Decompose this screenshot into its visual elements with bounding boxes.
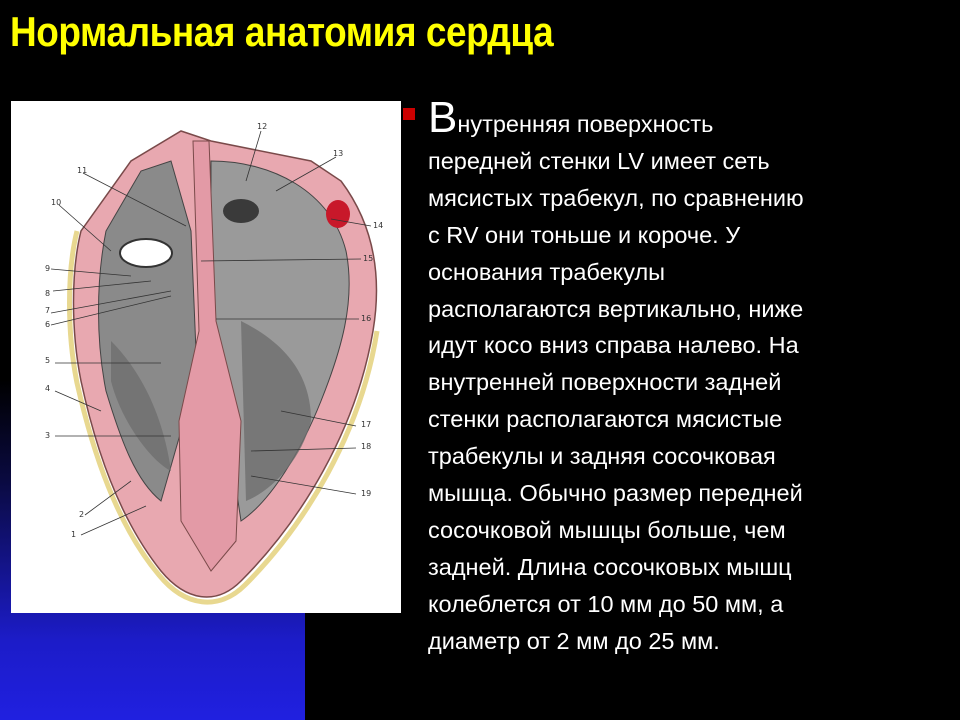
figure-label-11: 11: [77, 166, 88, 175]
body-line: сосочковой мышцы больше, чем: [428, 516, 786, 543]
figure-label-12: 12: [257, 122, 268, 131]
body-paragraph: [428, 93, 948, 660]
figure-label-1: 1: [71, 530, 77, 539]
body-line: передней стенки LV имеет сеть: [428, 147, 770, 174]
figure-label-18: 18: [361, 442, 372, 451]
figure-label-7: 7: [45, 306, 51, 315]
vessel-stub: [326, 200, 350, 228]
body-line: колеблется от 10 мм до 50 мм, а: [428, 590, 784, 617]
body-line-first: [428, 93, 948, 143]
drop-cap: В: [428, 93, 458, 142]
body-line: мясистых трабекул, по сравнению: [428, 184, 804, 211]
vein-opening: [223, 199, 259, 223]
body-line: с RV они тоньше и короче. У: [428, 221, 741, 248]
body-line: мышца. Обычно размер передней: [428, 480, 803, 507]
body-line: идут косо вниз справа налево. На: [428, 332, 799, 359]
first-line-rest: нутренняя поверхность: [457, 111, 714, 137]
body-line: основания трабекулы: [428, 258, 666, 285]
figure-label-2: 2: [79, 510, 85, 519]
figure-label-9: 9: [45, 264, 51, 273]
figure-label-13: 13: [333, 149, 344, 158]
body-line: располагаются вертикально, ниже: [428, 295, 804, 322]
figure-label-4: 4: [45, 384, 51, 393]
bullet-marker: [403, 108, 415, 120]
body-line: диаметр от 2 мм до 25 мм.: [428, 627, 720, 654]
body-line: задней. Длина сосочковых мышц: [428, 553, 792, 580]
figure-label-10: 10: [51, 198, 62, 207]
body-line: стенки располагаются мясистые: [428, 406, 783, 433]
heart-anatomy-illustration: [11, 101, 401, 613]
body-line: трабекулы и задняя сосочковая: [428, 443, 776, 470]
body-line: внутренней поверхности задней: [428, 369, 782, 396]
figure-label-17: 17: [361, 420, 372, 429]
figure-label-3: 3: [45, 431, 51, 440]
figure-label-6: 6: [45, 320, 51, 329]
figure-label-5: 5: [45, 356, 51, 365]
figure-label-8: 8: [45, 289, 51, 298]
figure-label-16: 16: [361, 314, 372, 323]
figure-label-15: 15: [363, 254, 374, 263]
figure-label-14: 14: [373, 221, 384, 230]
figure-label-19: 19: [361, 489, 372, 498]
slide-title: Нормальная анатомия сердца: [10, 8, 554, 55]
valve-opening: [120, 239, 172, 267]
